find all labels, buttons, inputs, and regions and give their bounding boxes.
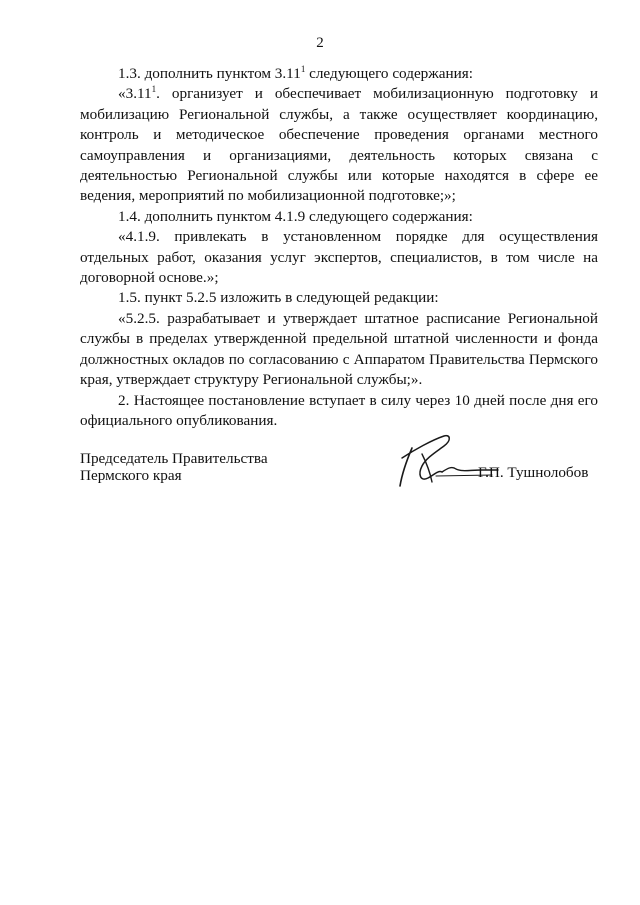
paragraph-1-4: 1.4. дополнить пунктом 4.1.9 следующего содержания:	[118, 207, 473, 225]
paragraph-3-11-quote: «3.11$^1$. организует и обеспечивает мобилизационную подготовку и мобилизацию Региональной службы, а также осуществляет координацию, контроль и методическое обеспечение проведения органами местного самоуправления и организациями, деятельность которых связана с деятельностью Региональной службы или которые находятся в сфере ее ведения, мероприятий по мобилизационной подготовке;»;	[80, 84, 598, 205]
paragraph-4-1-9-quote: «4.1.9. привлекать в установленном порядке для осуществления отдельных работ, оказания услуг экспертов, специалистов, в том числе на договорной основе.»;	[80, 228, 598, 287]
page-number: 2	[316, 35, 324, 51]
signatory-title-line1: Председатель Правительства	[80, 450, 268, 467]
signer-name: Г.П. Тушнолобов	[478, 464, 589, 481]
paragraph-1-3: 1.3. дополнить пунктом 3.11$^1$ следующего содержания:	[118, 63, 473, 82]
signatory-title-line2: Пермского края	[80, 467, 182, 484]
superscript: 1	[300, 63, 306, 74]
paragraph-1-5: 1.5. пункт 5.2.5 изложить в следующей редакции:	[118, 289, 439, 307]
paragraph-5-2-5-quote: «5.2.5. разрабатывает и утверждает штатное расписание Региональной службы в пределах утвержденной предельной штатной численности и фонда должностных окладов по согласованию с Аппаратом Правительства Пермского края, утверждает структуру Региональной службы;».	[80, 309, 598, 389]
paragraph-2: 2. Настоящее постановление вступает в силу через 10 дней после дня его официального опубликования.	[80, 391, 598, 429]
signatory-title	[80, 450, 268, 484]
document-body	[80, 64, 598, 431]
superscript: 1	[151, 84, 157, 95]
